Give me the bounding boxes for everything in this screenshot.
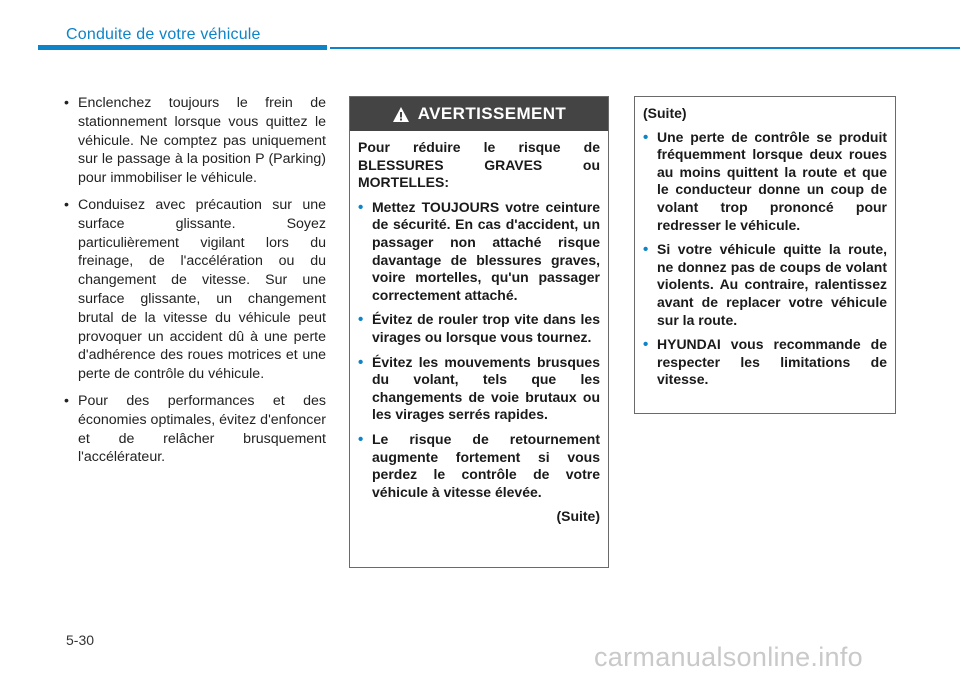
warning-box bbox=[349, 96, 609, 568]
warning-continued: (Suite) bbox=[556, 508, 600, 525]
continuation-bullet: • Si votre véhicule quitte la route, ne donnez pas de coups de volant violents. Au contraire, ralentissez avant de replacer votre véhicule sur la route. bbox=[643, 241, 887, 329]
warning-intro: Pour réduire le risque de BLESSURES GRAVES ou MORTELLES: bbox=[358, 139, 600, 191]
warning-triangle-icon bbox=[392, 106, 410, 123]
header-rule-thin bbox=[330, 47, 960, 49]
header-rule-thick bbox=[38, 45, 327, 50]
continuation-bullet: • HYUNDAI vous recommande de respecter les limitations de vitesse. bbox=[643, 336, 887, 389]
warning-title: AVERTISSEMENT bbox=[417, 104, 567, 123]
continuation-box bbox=[634, 96, 896, 414]
warning-body bbox=[350, 131, 608, 526]
list-item: • Conduisez avec précaution sur une surface glissante. Soyez particulièrement vigilant lors du freinage, de l'accélération ou du changement de vitesse. Sur une surface glissante, un changement brutal de la vitesse du véhicule peut provoquer un accident dû à une perte d'adhérence des roues motrices et une perte de contrôle du véhicule. bbox=[64, 196, 326, 384]
warning-bullet: • Le risque de retournement augmente fortement si vous perdez le contrôle de votre véhicule à vitesse élevée. bbox=[358, 431, 600, 501]
watermark: carmanualsonline.info bbox=[594, 642, 863, 672]
warning-bullets bbox=[358, 199, 600, 502]
list-item: • Enclenchez toujours le frein de stationnement lorsque vous quittez le véhicule. Ne comptez pas uniquement sur le passage à la position P (Parking) pour immobiliser le véhicule. bbox=[64, 94, 326, 188]
continuation-title: (Suite) bbox=[643, 105, 687, 121]
warning-bullet: • Évitez de rouler trop vite dans les virages ou lorsque vous tournez. bbox=[358, 311, 600, 346]
warning-bullet: • Mettez TOUJOURS votre ceinture de sécurité. En cas d'accident, un passager non attaché risque davantage de blessures graves, voire mortelles, qu'un passager correctement attaché. bbox=[358, 199, 600, 305]
list-item: • Pour des performances et des économies optimales, évitez d'enfoncer et de relâcher brusquement l'accélérateur. bbox=[64, 392, 326, 467]
section-title: Conduite de votre véhicule bbox=[66, 26, 261, 43]
left-column-list bbox=[64, 94, 326, 475]
continuation-bullet: • Une perte de contrôle se produit fréquemment lorsque deux roues au moins quittent la route et que le conducteur donne un coup de volant trop prononcé pour redresser le véhicule. bbox=[643, 129, 887, 235]
continuation-bullets bbox=[643, 129, 887, 389]
warning-header bbox=[350, 97, 608, 131]
page-number: 5-30 bbox=[66, 632, 95, 648]
warning-bullet: • Évitez les mouvements brusques du volant, tels que les changements de voie brutaux ou les virages serrés rapides. bbox=[358, 354, 600, 424]
